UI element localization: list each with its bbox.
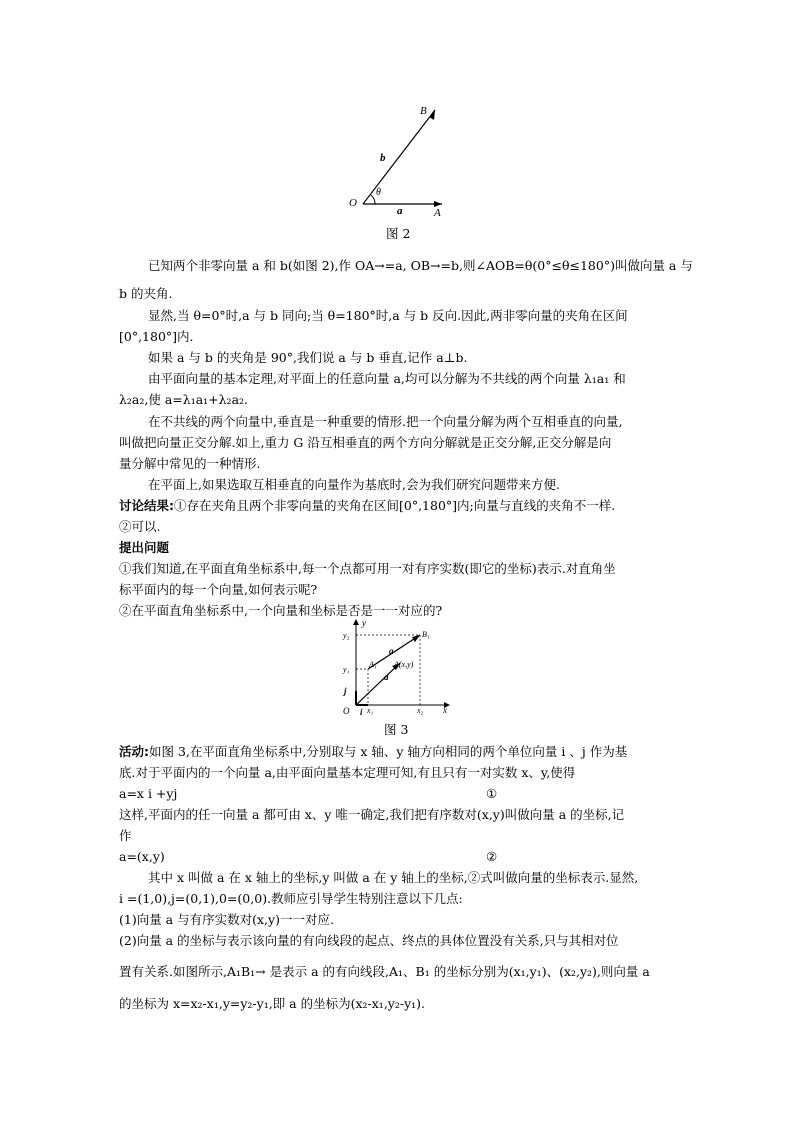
label-B1: B₁ <box>422 630 430 639</box>
label-O: O <box>349 197 357 209</box>
discussion-line1 <box>119 498 615 514</box>
label-x1: x₁ <box>367 706 374 715</box>
para2-line1: 显然,当 θ=0°时,a 与 b 同向;当 θ=180°时,a 与 b 反向.因此,两非零向量的夹角在区间 <box>148 308 628 323</box>
arrow-b-icon <box>429 110 435 120</box>
point-2-line3: 的坐标为 x=x₂-x₁,y=y₂-y₁,即 a 的坐标为(x₂-x₁,y₂-y₁). <box>119 996 426 1011</box>
discussion-line2: ②可以. <box>119 519 161 534</box>
activity-line1 <box>119 744 627 760</box>
figure-2-angle-diagram <box>345 100 450 220</box>
arrow-B1-icon <box>412 635 420 642</box>
para5-line3: 量分解中常见的一种情形. <box>119 456 261 471</box>
label-B: B <box>420 105 427 117</box>
activity-line3: 这样,平面内的任一向量 a 都可由 x、y 唯一确定,我们把有序数对(x,y)叫做向量 a 的坐标,记 <box>119 807 625 822</box>
label-i: i <box>360 707 363 717</box>
label-O3: O <box>343 706 350 716</box>
label-Axy: A(x,y) <box>394 660 414 669</box>
label-a-lower: a <box>384 672 389 682</box>
label-a: a <box>397 205 403 217</box>
label-y2: y₂ <box>343 631 350 640</box>
para6: 在平面上,如果选取互相垂直的向量作为基底时,会为我们研究问题带来方便. <box>148 477 560 492</box>
label-a-upper: a <box>389 646 394 656</box>
activity-line5: 其中 x 叫做 a 在 x 轴上的坐标,y 叫做 a 在 y 轴上的坐标,②式叫做向量的坐标表示.显然, <box>148 870 639 885</box>
figure-3-coordinate-diagram <box>338 617 458 717</box>
equation-1: a=x i +yj <box>119 786 178 801</box>
activity-label: 活动: <box>119 744 149 759</box>
activity-line2: 底.对于平面内的一个向量 a,由平面向量基本定理可知,有且只有一对实数 x、y,使得 <box>119 765 576 780</box>
label-theta: θ <box>376 187 381 198</box>
para3: 如果 a 与 b 的夹角是 90°,我们说 a 与 b 垂直,记作 a⊥b. <box>148 350 468 365</box>
label-x2: x₂ <box>417 706 424 715</box>
activity-text1: 如图 3,在平面直角坐标系中,分别取与 x 轴、y 轴方向相同的两个单位向量 i 、j 作为基 <box>149 744 628 759</box>
label-y-axis: y <box>362 618 366 628</box>
angle-arc <box>371 195 375 204</box>
equation-2-number: ② <box>486 849 498 864</box>
questions-heading: 提出问题 <box>119 540 170 555</box>
para1-line1: 已知两个非零向量 a 和 b(如图 2),作 OA→=a, OB→=b,则∠AOB=θ(0°≤θ≤180°)叫做向量 a 与 <box>148 258 693 273</box>
label-x-axis: x <box>443 705 447 715</box>
activity-line6: i =(1,0),j=(0,1),0=(0,0).教师应引导学生特别注意以下几点: <box>119 891 463 906</box>
para5-line1: 在不共线的两个向量中,垂直是一种重要的情形.把一个向量分解为两个互相垂直的向量, <box>148 414 623 429</box>
label-y1: y₁ <box>343 665 350 674</box>
label-j: j <box>344 686 347 696</box>
figure-3-caption: 图 3 <box>384 722 409 737</box>
label-A1: A₁ <box>369 660 377 669</box>
activity-line4: 作 <box>119 828 132 843</box>
point-1: (1)向量 a 与有序实数对(x,y)一一对应. <box>119 912 334 927</box>
point-2-line1: (2)向量 a 的坐标与表示该向量的有向线段的起点、终点的具体位置没有关系,只与其相对位 <box>119 933 619 948</box>
point-2-line2: 置有关系.如图所示,A₁B₁→ 是表示 a 的有向线段,A₁、B₁ 的坐标分别为(x₁,y₁)、(x₂,y₂),则向量 a <box>119 964 650 979</box>
label-b: b <box>380 152 386 164</box>
question1-line1: ①我们知道,在平面直角坐标系中,每一个点都可用一对有序实数(即它的坐标)表示.对直角坐 <box>119 561 616 576</box>
question1-line2: 标平面内的每一个向量,如何表示呢? <box>119 582 318 597</box>
para1-line2: b 的夹角. <box>119 286 173 301</box>
discussion-text1: ①存在夹角且两个非零向量的夹角在区间[0°,180°]内;向量与直线的夹角不一样. <box>174 498 616 513</box>
y-axis-arrow-icon <box>353 619 359 625</box>
vector-OA <box>356 663 400 705</box>
label-A: A <box>434 207 441 219</box>
para2-line2: [0°,180°]内. <box>119 329 194 344</box>
para4-line2: λ₂a₂,使 a=λ₁a₁+λ₂a₂. <box>119 392 249 407</box>
para4-line1: 由平面向量的基本定理,对平面上的任意向量 a,均可以分解为不共线的两个向量 λ₁a₁ 和 <box>148 371 626 386</box>
vector-b-line <box>363 110 435 204</box>
equation-1-number: ① <box>486 786 498 801</box>
question2: ②在平面直角坐标系中,一个向量和坐标是否是一一对应的? <box>119 603 443 618</box>
equation-2: a=(x,y) <box>119 849 165 864</box>
discussion-label: 讨论结果: <box>119 498 174 513</box>
figure-2-caption: 图 2 <box>386 226 411 241</box>
para5-line2: 叫做把向量正交分解.如上,重力 G 沿互相垂直的两个方向分解就是正交分解,正交分解是向 <box>119 435 612 450</box>
